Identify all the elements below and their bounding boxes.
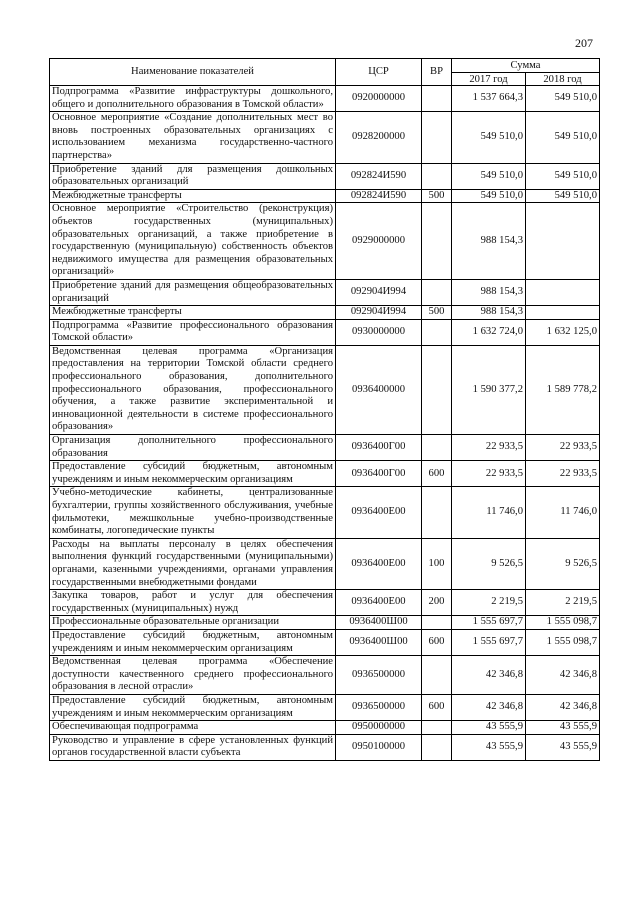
- row-vr-cell: [422, 112, 452, 163]
- table-row: [50, 487, 600, 538]
- header-vr: ВР: [422, 59, 452, 86]
- row-csr-cell: 0950000000: [336, 721, 422, 735]
- row-csr-cell: 0930000000: [336, 319, 422, 345]
- row-2018-value: 9 526,5: [526, 538, 600, 589]
- row-csr-cell: 0928200000: [336, 112, 422, 163]
- row-vr-cell: [422, 721, 452, 735]
- row-name-cell: Основное мероприятие «Создание дополнительных мест во вновь построенных образовательных организациях с использованием механизма государственно-частного партнерства»: [50, 112, 336, 163]
- row-csr-cell: 092904И994: [336, 279, 422, 305]
- row-csr-cell: 0936400Ш00: [336, 616, 422, 630]
- table-row: [50, 306, 600, 320]
- header-sum: Сумма: [452, 59, 600, 73]
- row-vr-cell: [422, 279, 452, 305]
- row-vr-cell: [422, 487, 452, 538]
- row-csr-cell: 0936400000: [336, 345, 422, 434]
- row-csr-cell: 0936400Е00: [336, 590, 422, 616]
- table-row: [50, 279, 600, 305]
- row-name-cell: Приобретение зданий для размещения общеобразовательных организаций: [50, 279, 336, 305]
- row-csr-cell: 0950100000: [336, 734, 422, 760]
- row-2017-value: 1 590 377,2: [452, 345, 526, 434]
- row-2018-value: 2 219,5: [526, 590, 600, 616]
- row-name-cell: Ведомственная целевая программа «Организация предоставления на территории Томской области среднего профессионального образования, дополнительного профессионального образования, профессионального обучения, а также развитие экспериментальной и инновационной деятельности в системе профессионального образования»: [50, 345, 336, 434]
- row-name-cell: Учебно-методические кабинеты, централизованные бухгалтерии, группы хозяйственного обслуживания, учебные фильмотеки, межшкольные учебно-производственные комбинаты, логопедические пункты: [50, 487, 336, 538]
- row-name-cell: Подпрограмма «Развитие профессионального образования Томской области»: [50, 319, 336, 345]
- row-2018-value: 549 510,0: [526, 163, 600, 189]
- row-2018-value: 549 510,0: [526, 189, 600, 203]
- row-name-cell: Ведомственная целевая программа «Обеспечение доступности качественного среднего профессионального образования в лесной отрасли»: [50, 656, 336, 695]
- row-csr-cell: 0936500000: [336, 694, 422, 720]
- row-2017-value: 42 346,8: [452, 694, 526, 720]
- row-2018-value: 1 555 098,7: [526, 629, 600, 655]
- row-vr-cell: [422, 616, 452, 630]
- row-vr-cell: [422, 319, 452, 345]
- row-vr-cell: 600: [422, 629, 452, 655]
- budget-table: [49, 58, 600, 761]
- row-vr-cell: 600: [422, 694, 452, 720]
- row-2018-value: 43 555,9: [526, 721, 600, 735]
- row-vr-cell: 200: [422, 590, 452, 616]
- row-2018-value: 42 346,8: [526, 694, 600, 720]
- table-row: [50, 203, 600, 280]
- row-vr-cell: [422, 86, 452, 112]
- row-vr-cell: 600: [422, 461, 452, 487]
- row-name-cell: Приобретение зданий для размещения дошкольных образовательных организаций: [50, 163, 336, 189]
- row-2017-value: 1 537 664,3: [452, 86, 526, 112]
- table-row: [50, 734, 600, 760]
- row-vr-cell: [422, 734, 452, 760]
- header-csr: ЦСР: [336, 59, 422, 86]
- row-2018-value: [526, 203, 600, 280]
- row-vr-cell: 100: [422, 538, 452, 589]
- page-number: 207: [575, 36, 593, 50]
- row-vr-cell: [422, 656, 452, 695]
- table-row: [50, 538, 600, 589]
- row-2017-value: 549 510,0: [452, 163, 526, 189]
- table-row: [50, 629, 600, 655]
- table-row: [50, 461, 600, 487]
- row-2017-value: 11 746,0: [452, 487, 526, 538]
- table-body: [50, 86, 600, 761]
- table-row: [50, 435, 600, 461]
- row-2017-value: 1 632 724,0: [452, 319, 526, 345]
- row-name-cell: Основное мероприятие «Строительство (реконструкция) объектов государственных (муниципальных) образовательных организаций, а также приобретение в государственную (муниципальную) собственность объектов недвижимого имущества для размещения образовательных организаций»: [50, 203, 336, 280]
- row-2018-value: 42 346,8: [526, 656, 600, 695]
- row-name-cell: Подпрограмма «Развитие инфраструктуры дошкольного, общего и дополнительного образования в Томской области»: [50, 86, 336, 112]
- row-2018-value: 11 746,0: [526, 487, 600, 538]
- table-row: [50, 590, 600, 616]
- table-row: [50, 189, 600, 203]
- row-name-cell: Предоставление субсидий бюджетным, автономным учреждениям и иным некоммерческим организациям: [50, 461, 336, 487]
- row-vr-cell: [422, 163, 452, 189]
- row-csr-cell: 092824И590: [336, 189, 422, 203]
- row-2017-value: 42 346,8: [452, 656, 526, 695]
- table-row: [50, 345, 600, 434]
- row-2017-value: 549 510,0: [452, 189, 526, 203]
- table-row: [50, 112, 600, 163]
- table-row: [50, 319, 600, 345]
- row-csr-cell: 0929000000: [336, 203, 422, 280]
- row-2017-value: 43 555,9: [452, 721, 526, 735]
- row-csr-cell: 0936400Е00: [336, 487, 422, 538]
- row-2017-value: 9 526,5: [452, 538, 526, 589]
- row-2018-value: 1 555 098,7: [526, 616, 600, 630]
- table-row: [50, 721, 600, 735]
- row-csr-cell: 092904И994: [336, 306, 422, 320]
- table-header: [50, 59, 600, 86]
- row-csr-cell: 0936400Ш00: [336, 629, 422, 655]
- header-year-2017: 2017 год: [452, 73, 526, 86]
- row-csr-cell: 0936400Г00: [336, 461, 422, 487]
- row-2018-value: 1 632 125,0: [526, 319, 600, 345]
- row-vr-cell: 500: [422, 306, 452, 320]
- row-2017-value: 1 555 697,7: [452, 629, 526, 655]
- row-vr-cell: 500: [422, 189, 452, 203]
- row-csr-cell: 0920000000: [336, 86, 422, 112]
- row-2018-value: [526, 279, 600, 305]
- row-csr-cell: 0936400Г00: [336, 435, 422, 461]
- row-2018-value: 22 933,5: [526, 435, 600, 461]
- row-name-cell: Предоставление субсидий бюджетным, автономным учреждениям и иным некоммерческим организациям: [50, 629, 336, 655]
- row-name-cell: Руководство и управление в сфере установленных функций органов государственной власти субъекта: [50, 734, 336, 760]
- row-2018-value: [526, 306, 600, 320]
- row-2017-value: 988 154,3: [452, 279, 526, 305]
- row-2018-value: 549 510,0: [526, 86, 600, 112]
- row-name-cell: Расходы на выплаты персоналу в целях обеспечения выполнения функций государственными (муниципальными) органами, казенными учреждениями, органами управления государственными внебюджетными фондами: [50, 538, 336, 589]
- row-2017-value: 1 555 697,7: [452, 616, 526, 630]
- table-row: [50, 656, 600, 695]
- row-2017-value: 988 154,3: [452, 203, 526, 280]
- table-row: [50, 616, 600, 630]
- row-vr-cell: [422, 435, 452, 461]
- row-name-cell: Обеспечивающая подпрограмма: [50, 721, 336, 735]
- row-vr-cell: [422, 345, 452, 434]
- table-row: [50, 86, 600, 112]
- row-name-cell: Межбюджетные трансферты: [50, 306, 336, 320]
- row-2017-value: 2 219,5: [452, 590, 526, 616]
- row-2018-value: 549 510,0: [526, 112, 600, 163]
- row-2017-value: 549 510,0: [452, 112, 526, 163]
- row-2018-value: 22 933,5: [526, 461, 600, 487]
- table-row: [50, 694, 600, 720]
- header-name: Наименование показателей: [50, 59, 336, 86]
- row-2018-value: 43 555,9: [526, 734, 600, 760]
- row-2017-value: 43 555,9: [452, 734, 526, 760]
- row-2017-value: 22 933,5: [452, 461, 526, 487]
- row-name-cell: Межбюджетные трансферты: [50, 189, 336, 203]
- row-vr-cell: [422, 203, 452, 280]
- row-name-cell: Профессиональные образовательные организации: [50, 616, 336, 630]
- row-name-cell: Закупка товаров, работ и услуг для обеспечения государственных (муниципальных) нужд: [50, 590, 336, 616]
- row-csr-cell: 092824И590: [336, 163, 422, 189]
- table-row: [50, 163, 600, 189]
- row-2017-value: 22 933,5: [452, 435, 526, 461]
- row-2018-value: 1 589 778,2: [526, 345, 600, 434]
- row-2017-value: 988 154,3: [452, 306, 526, 320]
- row-csr-cell: 0936400Е00: [336, 538, 422, 589]
- row-name-cell: Предоставление субсидий бюджетным, автономным учреждениям и иным некоммерческим организациям: [50, 694, 336, 720]
- row-csr-cell: 0936500000: [336, 656, 422, 695]
- row-name-cell: Организация дополнительного профессионального образования: [50, 435, 336, 461]
- header-year-2018: 2018 год: [526, 73, 600, 86]
